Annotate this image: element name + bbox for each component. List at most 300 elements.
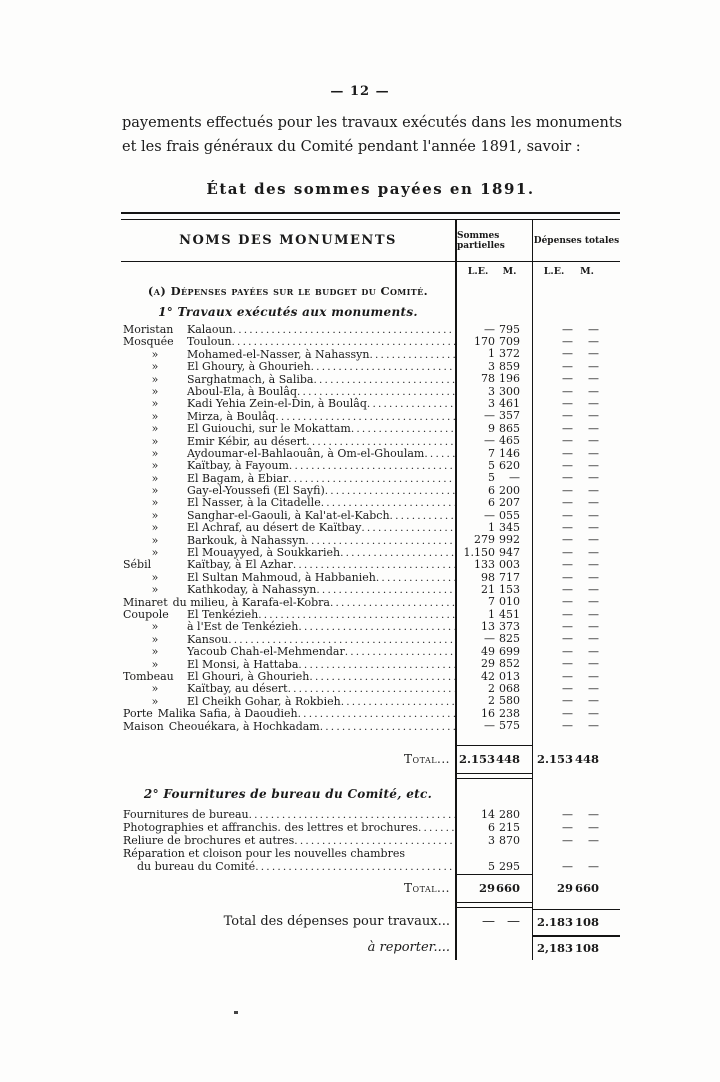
value-le: 7: [488, 595, 495, 609]
table-row: [121, 484, 620, 496]
section-1-heading: 1° Travaux exécutés aux monuments.: [158, 305, 418, 319]
table-row: [121, 571, 620, 583]
row-prefix: »: [151, 508, 159, 522]
monument-cell: [121, 397, 455, 409]
scan-artifact-dot: [234, 1011, 238, 1014]
row-prefix: »: [151, 657, 159, 671]
value-le: 170: [474, 335, 495, 349]
grand-total-row: [121, 909, 620, 935]
sommes-partielles-cell: [455, 670, 532, 682]
dot-leader: [288, 682, 455, 695]
row-prefix: »: [151, 620, 159, 634]
table-row: [121, 447, 620, 459]
value-m: 238: [499, 706, 520, 720]
value-le: 6: [488, 496, 495, 510]
sommes-partielles-cell: [455, 447, 532, 459]
value-m: 345: [499, 520, 520, 534]
monument-cell: [121, 422, 455, 434]
value-m: —: [588, 496, 599, 510]
depenses-totales-cell: [532, 385, 620, 397]
value-le: 5: [488, 459, 495, 472]
total-partielles-cell: [455, 745, 532, 773]
depenses-totales-cell: [532, 682, 620, 694]
value-le: 5: [488, 471, 495, 485]
monument-cell: [121, 670, 455, 682]
value-m: 575: [499, 719, 520, 733]
row-prefix: »: [151, 384, 159, 398]
sommes-partielles-cell: [455, 534, 532, 546]
value-le: 13: [481, 620, 495, 634]
value-le: 2: [488, 694, 495, 708]
table-row: [121, 521, 620, 533]
dot-leader: [341, 695, 455, 708]
monument-cell: [121, 645, 455, 657]
table-row: [121, 608, 620, 620]
table-row: [121, 534, 620, 546]
label-text: Photographies et affranchis. des lettres et brochures: [123, 820, 418, 834]
table-row: [121, 670, 620, 682]
monument-name: Kalaoun: [187, 323, 233, 336]
value-m: —: [588, 409, 599, 423]
sommes-partielles-cell: [455, 571, 532, 583]
value-le: —: [484, 719, 495, 733]
value-m: 372: [499, 347, 520, 361]
value-m: 859: [499, 359, 520, 373]
monument-name: Yacoub Chah-el-Mehmendar: [187, 645, 345, 659]
subheader-partielles-cell: [455, 262, 532, 280]
section-2-row: [121, 780, 620, 808]
monument-cell: [121, 658, 455, 670]
row-prefix: »: [151, 570, 159, 584]
total-partielles-cell: [455, 874, 532, 902]
value-m: —: [588, 545, 599, 559]
depenses-totales-cell: [532, 695, 620, 707]
row-prefix: »: [151, 397, 159, 411]
value-m: —: [588, 833, 599, 847]
value-m: —: [588, 322, 599, 336]
dot-leader: [232, 335, 456, 348]
table-row: [121, 596, 620, 608]
row-prefix: »: [151, 484, 159, 498]
depenses-totales-cell: [532, 496, 620, 508]
value-m: 852: [499, 657, 520, 671]
empty-cell: [532, 773, 620, 780]
value-le: —: [562, 570, 573, 584]
dot-leader: [306, 435, 455, 448]
value-m: 300: [499, 384, 520, 398]
depenses-totales-cell: [532, 633, 620, 645]
value-le: —: [562, 582, 573, 596]
dot-leader: [316, 583, 455, 596]
value-m: 660: [495, 881, 520, 896]
row-prefix: »: [151, 632, 159, 646]
subheader-le-label: L.E.: [543, 265, 565, 277]
value-m: 295: [499, 859, 520, 873]
value-le: —: [562, 335, 573, 349]
sommes-partielles-cell: [455, 472, 532, 484]
table-row: [121, 410, 620, 422]
value-le: 3: [488, 397, 495, 411]
value-le: 2.183: [536, 915, 573, 930]
monument-name: Emir Kébir, au désert: [187, 434, 307, 448]
value-le: 2,183: [536, 941, 573, 956]
depenses-totales-cell: [532, 397, 620, 409]
monument-cell: [121, 335, 455, 347]
value-le: 2: [488, 682, 495, 696]
value-m: 373: [499, 620, 520, 634]
value-le: —: [562, 508, 573, 522]
monument-cell: [121, 682, 455, 694]
sommes-partielles-cell: [455, 373, 532, 385]
value-le: —: [562, 520, 573, 534]
value-le: 133: [474, 558, 495, 572]
empty-cell: [121, 732, 455, 745]
row-prefix: »: [151, 446, 159, 460]
monument-cell: [121, 323, 455, 335]
value-le: 2.153: [536, 751, 573, 766]
monument-cell: [121, 596, 455, 608]
depenses-totales-cell: [532, 720, 620, 732]
value-m: 717: [499, 570, 520, 584]
depenses-totales-cell: [532, 373, 620, 385]
depenses-totales-cell: [532, 410, 620, 422]
section-2-heading: 2° Fournitures de bureau du Comité, etc.: [143, 786, 433, 801]
dot-leader: [330, 596, 455, 609]
depenses-totales-cell: [532, 808, 620, 821]
row-prefix: »: [151, 583, 159, 597]
dot-leader: [228, 633, 455, 646]
value-m: —: [588, 508, 599, 522]
monument-name: Kansou: [187, 632, 229, 646]
value-m: 200: [499, 483, 520, 497]
value-m: 620: [499, 459, 520, 472]
value-m: —: [588, 347, 599, 361]
row-prefix: »: [151, 471, 159, 485]
monument-name: Gay-el-Youssefi (El Sayfi): [187, 484, 325, 498]
value-m: —: [588, 459, 599, 472]
value-le: 29: [481, 657, 495, 671]
value-m: —: [588, 582, 599, 596]
value-m: 003: [499, 558, 520, 572]
value-m: —: [588, 820, 599, 834]
payments-table: [121, 212, 620, 960]
row-prefix: »: [151, 546, 159, 560]
value-le: —: [562, 397, 573, 411]
value-m: —: [588, 384, 599, 398]
value-le: 78: [481, 372, 495, 386]
monument-cell: [121, 360, 455, 372]
value-m: —: [588, 859, 599, 873]
sommes-partielles-cell: [455, 422, 532, 434]
total-label: Total...: [404, 880, 450, 895]
dot-leader: [294, 834, 455, 847]
double-rule: [457, 773, 532, 779]
depenses-totales-cell: [532, 658, 620, 670]
monument-cell: [121, 410, 455, 422]
value-le: —: [562, 719, 573, 733]
depenses-totales-cell: [532, 484, 620, 496]
table-row: [121, 472, 620, 484]
value-m: 580: [499, 694, 520, 708]
value-m: 146: [499, 446, 520, 460]
monument-cell: [121, 558, 455, 570]
table-row: [121, 558, 620, 570]
monument-name: Sanghar-el-Gaouli, à Kal'at-el-Kabch: [187, 508, 390, 522]
value-le: —: [562, 459, 573, 472]
table-row: [121, 620, 620, 632]
depenses-totales-cell: [532, 645, 620, 657]
value-le: 1: [488, 520, 495, 534]
value-m: 448: [495, 752, 520, 767]
value-le: 3: [488, 833, 495, 847]
value-m: 825: [499, 632, 520, 646]
value-le: 3: [488, 359, 495, 373]
value-m: —: [588, 669, 599, 683]
value-le: 49: [481, 644, 495, 658]
double-rule-cell: [455, 902, 532, 909]
value-le: —: [562, 558, 573, 572]
intro-paragraph: [122, 112, 622, 159]
value-le: 7: [488, 446, 495, 460]
value-le: —: [562, 446, 573, 460]
monument-cell: [121, 484, 455, 496]
value-le: —: [484, 434, 495, 448]
depenses-totales-cell: [532, 546, 620, 558]
value-le: 5: [488, 859, 495, 873]
dot-leader: [249, 808, 455, 821]
dot-leader: [258, 608, 455, 621]
empty-cell: [455, 301, 532, 323]
table-row: [121, 385, 620, 397]
value-m: 461: [499, 397, 520, 411]
dot-leader: [321, 496, 455, 509]
sommes-partielles-cell: [455, 546, 532, 558]
dot-leader: [297, 385, 455, 398]
value-m: —: [588, 607, 599, 621]
monument-name: El Mouayyed, à Soukkarieh: [187, 546, 341, 560]
value-m: 465: [499, 434, 520, 448]
dot-leader: [313, 373, 455, 386]
depenses-totales-cell: [532, 534, 620, 546]
sommes-partielles-cell: [455, 645, 532, 657]
value-le: —: [562, 372, 573, 386]
monument-name: El Monsi, à Hattaba: [187, 657, 299, 671]
value-le: —: [484, 409, 495, 423]
row-prefix: »: [151, 459, 159, 473]
value-le: 6: [488, 483, 495, 497]
monument-name: El Bagam, à Ebiar: [187, 471, 289, 485]
row-prefix: »: [151, 496, 159, 510]
table-row: [121, 682, 620, 694]
table-subheader-row: [121, 262, 620, 280]
monument-name: Aboul-Ela, à Boulâq: [187, 384, 297, 398]
column-header-monuments: NOMS DES MONUMENTS: [179, 233, 397, 248]
total-row-1: [121, 745, 620, 773]
carry-forward-row: [121, 935, 620, 960]
spacer-row: [121, 732, 620, 745]
table-row: [121, 583, 620, 595]
monument-name: Kaïtbay, à El Azhar: [187, 558, 293, 572]
dot-leader: [320, 720, 455, 733]
monument-cell: [121, 546, 455, 558]
monument-cell: [121, 720, 455, 732]
value-m: —: [588, 719, 599, 733]
depenses-totales-cell: [532, 323, 620, 335]
depenses-totales-cell: [532, 821, 620, 834]
label-text: du bureau du Comité: [137, 859, 256, 873]
label-line: [123, 860, 455, 874]
sommes-partielles-cell: [455, 808, 532, 821]
double-rule-row: [121, 902, 620, 909]
table-row: [121, 720, 620, 732]
table-header-row: [121, 220, 620, 262]
total-row-2: [121, 874, 620, 902]
row-prefix: Coupole: [123, 607, 169, 621]
row-prefix: Maison: [123, 719, 164, 733]
value-m: —: [588, 335, 599, 349]
empty-cell: [532, 902, 620, 909]
monument-cell: [121, 707, 455, 719]
value-m: 055: [499, 508, 520, 522]
value-le: —: [484, 508, 495, 522]
dot-leader: [369, 348, 455, 361]
value-m: —: [588, 471, 599, 485]
value-le: —: [562, 807, 573, 821]
monument-cell: [121, 571, 455, 583]
value-le: —: [562, 421, 573, 435]
monument-name: El Achraf, au désert de Kaïtbay: [187, 521, 362, 535]
dot-leader: [376, 571, 455, 584]
monument-cell: [121, 633, 455, 645]
value-m: —: [588, 372, 599, 386]
section-1-row: [121, 301, 620, 323]
sommes-partielles-cell: [455, 385, 532, 397]
monument-name: à l'Est de Tenkézieh: [187, 620, 299, 634]
table-row: [121, 821, 620, 834]
depenses-totales-cell: [532, 707, 620, 719]
monument-name: Mirza, à Boulâq: [187, 409, 276, 423]
row-prefix: Mosquée: [123, 335, 174, 349]
section-a-cell: [121, 280, 455, 301]
monument-name: El Ghouri, à Ghourieh: [187, 669, 310, 683]
table-row: [121, 397, 620, 409]
value-le: —: [484, 632, 495, 646]
value-m: —: [588, 706, 599, 720]
monument-cell: [121, 348, 455, 360]
page-number: — 12 —: [330, 84, 390, 99]
table-row: [121, 658, 620, 670]
row-prefix: »: [151, 360, 159, 374]
sommes-partielles-cell: [455, 707, 532, 719]
value-le: 2.153: [458, 752, 495, 767]
subheader-le-label: L.E.: [467, 265, 489, 277]
depenses-totales-cell: [532, 447, 620, 459]
value-le: —: [562, 533, 573, 547]
empty-cell: [455, 732, 532, 745]
sommes-partielles-cell: [455, 360, 532, 372]
value-le: 6: [488, 820, 495, 834]
row-prefix: »: [151, 533, 159, 547]
value-m: —: [588, 434, 599, 448]
double-rule-row: [121, 773, 620, 780]
subheader-empty-cell: [121, 262, 455, 280]
monument-name: El Guiouchi, sur le Mokattam: [187, 422, 351, 436]
empty-cell: [121, 902, 455, 909]
dot-leader: [298, 658, 455, 671]
monument-name: Kathkoday, à Nahassyn: [187, 583, 317, 597]
value-le: —: [562, 322, 573, 336]
dot-leader: [361, 521, 455, 534]
row-prefix: »: [151, 694, 159, 708]
label-cell: [121, 821, 455, 834]
monument-cell: [121, 373, 455, 385]
sommes-partielles-cell: [455, 695, 532, 707]
value-le: —: [562, 682, 573, 696]
value-le: —: [484, 322, 495, 336]
value-le: 16: [481, 706, 495, 720]
subheader-totales-cell: [532, 262, 620, 280]
monument-cell: [121, 459, 455, 471]
value-m: —: [509, 471, 520, 485]
total-label-cell: [121, 745, 455, 773]
value-le: —: [562, 384, 573, 398]
depenses-totales-cell: [532, 583, 620, 595]
sommes-partielles-cell: [455, 496, 532, 508]
depenses-totales-cell: [532, 472, 620, 484]
label-text: Fournitures de bureau: [123, 807, 249, 821]
row-prefix: »: [151, 409, 159, 423]
dot-leader: [311, 360, 455, 373]
value-le: —: [562, 496, 573, 510]
value-le: 42: [481, 669, 495, 683]
table-row: [121, 695, 620, 707]
column-header-depenses-totales: Dépenses totales: [532, 220, 620, 261]
value-m: 709: [499, 335, 520, 349]
dot-leader: [289, 459, 455, 472]
depenses-totales-cell: [532, 422, 620, 434]
value-le: —: [562, 359, 573, 373]
sommes-partielles-cell: [455, 847, 532, 874]
double-rule-cell: [455, 773, 532, 780]
value-le: —: [562, 669, 573, 683]
value-le: 9: [488, 421, 495, 435]
row-prefix: »: [151, 422, 159, 436]
table-row: [121, 348, 620, 360]
monument-name: El Tenkézieh: [187, 607, 259, 621]
monument-name: Kaïtbay, à Fayoum: [187, 459, 289, 473]
value-le: 29: [556, 880, 573, 895]
table-top-rule: [121, 212, 620, 220]
table-row: [121, 335, 620, 347]
value-le: —: [562, 595, 573, 609]
row-prefix: »: [151, 347, 159, 361]
intro-line-2: et les frais généraux du Comité pendant l'année 1891, savoir :: [122, 138, 581, 155]
table-row: [121, 373, 620, 385]
column-header-sommes-partielles: Sommes partielles: [455, 220, 532, 261]
row-prefix: Sébil: [123, 558, 152, 572]
carry-label-cell: à reporter....: [367, 939, 450, 955]
value-m: 357: [499, 409, 520, 423]
value-le: 21: [481, 582, 495, 596]
monument-cell: [121, 608, 455, 620]
fournitures-rows: [121, 808, 620, 874]
dot-leader: [367, 397, 455, 410]
value-m: 699: [499, 644, 520, 658]
row-prefix: »: [151, 372, 159, 386]
value-m: —: [588, 620, 599, 634]
value-m: —: [588, 595, 599, 609]
value-m: 013: [499, 669, 520, 683]
